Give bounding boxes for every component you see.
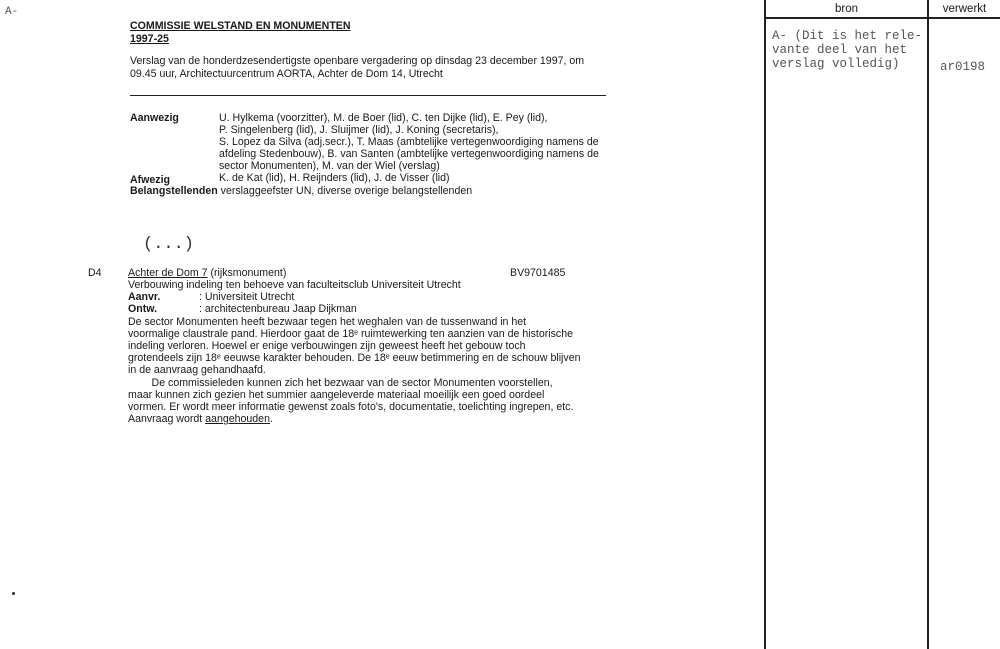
item-code: D4 [88,267,102,279]
speck [12,592,15,595]
present-label: Aanwezig [130,112,179,124]
designer: : architectenbureau Jaap Dijkman [199,303,357,315]
body-line: maar kunnen zich gezien het summier aangeleverde materiaal moeilijk een goed oordeel [128,389,545,401]
col-verwerkt-header: verwerkt [942,3,987,15]
body-line: in de aanvraag gehandhaafd. [128,364,266,376]
decision-suffix: . [269,413,273,425]
ellipsis: (...) [143,235,195,254]
source-note: verslag volledig) [772,57,900,71]
source-note: vante deel van het [772,43,908,57]
header-divider [764,17,1000,19]
present-line: S. Lopez da Silva (adj.secr.), T. Maas (ambtelijke vertegenwoordiging namens de [219,136,599,148]
stakeholders-label: Belangstellenden [130,185,218,197]
source-note: A- (Dit is het rele- [772,29,923,43]
item-ref: BV9701485 [510,267,566,279]
present-line: P. Singelenberg (lid), J. Sluijmer (lid), J. Koning (secretaris), [219,124,499,136]
stakeholders-list: verslaggeefster UN, diverse overige belangstellenden [220,185,473,197]
body-line: grotendeels zijn 18ᵉ eeuwse karakter behouden. De 18ᵉ eeuw betimmering en de schouw blijven [128,352,581,364]
doc-title: COMMISSIE WELSTAND EN MONUMENTEN [130,20,351,32]
present-line: sector Monumenten), M. van der Wiel (verslag) [219,160,440,172]
body-line: indeling verloren. Hoewel er enige verbouwingen zijn geweest heeft het gebouw toch [128,340,526,352]
absent-list: K. de Kat (lid), H. Reijnders (lid), J. de Visser (lid) [219,172,450,184]
divider [130,95,606,96]
body-line: De commissieleden kunnen zich het bezwaar van de sector Monumenten voorstellen, [128,377,553,389]
column-divider [927,0,929,649]
intro-line: 09.45 uur, Architectuurcentrum AORTA, Achter de Dom 14, Utrecht [130,68,443,80]
body-line: vormen. Er wordt meer informatie gewenst zoals foto's, documentatie, toelichting ingrepen, etc. [128,401,574,413]
present-line: afdeling Stedenbouw), B. van Santen (ambtelijke vertegenwoordiging namens de [219,148,599,160]
body-line: De sector Monumenten heeft bezwaar tegen het weghalen van de tussenwand in het [128,316,527,328]
item-subject: Verbouwing indeling ten behoeve van faculteitsclub Universiteit Utrecht [128,279,461,291]
body-line: voormalige claustrale pand. Hierdoor gaat de 18ᵉ ruimtewerking ten aanzien van de historische [128,328,574,340]
absent-label: Afwezig [130,174,171,186]
decision-prefix: Aanvraag wordt [128,413,206,425]
designer-label: Ontw. [128,303,158,315]
applicant-label: Aanvr. [128,291,161,303]
present-line: U. Hylkema (voorzitter), M. de Boer (lid), C. ten Dijke (lid), E. Pey (lid), [219,112,548,124]
doc-number: 1997-25 [130,33,169,45]
processed-code: ar0198 [940,60,986,74]
item-address: Achter de Dom 7 [128,267,208,279]
item-address-note: (rijksmonument) [207,267,287,279]
decision: aangehouden [205,413,270,425]
applicant: : Universiteit Utrecht [199,291,295,303]
intro-line: Verslag van de honderdzesendertigste openbare vergadering op dinsdag 23 december 1997, om [130,55,585,67]
column-divider [764,0,766,649]
margin-mark: A- [5,6,19,18]
col-bron-header: bron [834,3,859,15]
